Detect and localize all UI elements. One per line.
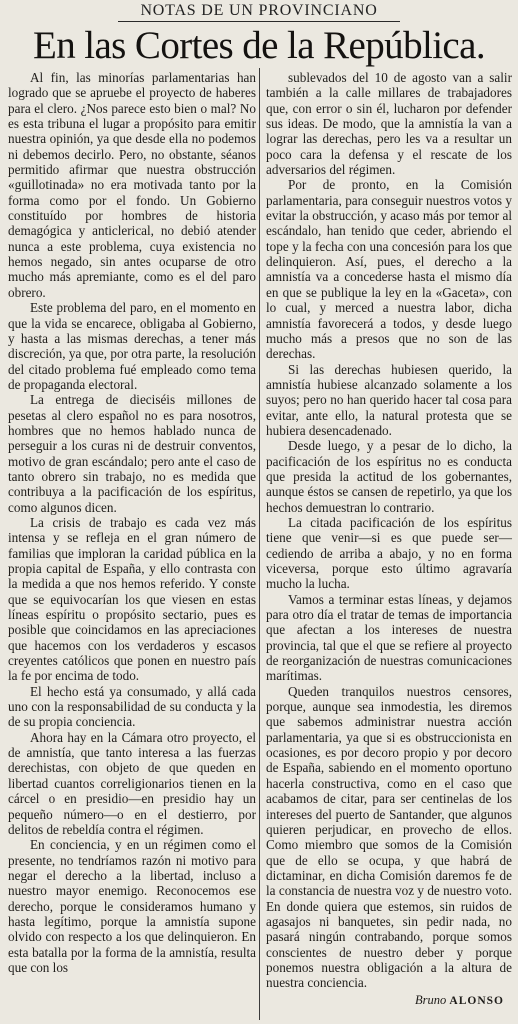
paragraph: Desde luego, y a pesar de lo dicho, la pacificación de los espíritus no es conducta que presida la actitud de los gobernantes, aunque éstos se cansen de repetirlo, ya que los hechos demuestran lo contrario. bbox=[266, 438, 512, 515]
paragraph: El hecho está ya consumado, y allá cada uno con la responsabilidad de su conducta y la de su propia conciencia. bbox=[8, 683, 256, 730]
paragraph: sublevados del 10 de agosto van a salir también a la calle millares de trabajadores que, con error o sin él, lucharon por defender sus ideas. De modo, que la amnistía la van a lograr las derechas, pero les va a resultar un poco cara la defensa y el rescate de los adversarios del régimen. bbox=[266, 70, 512, 178]
author-last-name: ALONSO bbox=[449, 994, 504, 1007]
headline: En las Cortes de la República. bbox=[32, 24, 486, 67]
column-right bbox=[266, 70, 512, 1009]
paragraph: Por de pronto, en la Comisión parlamentaria, para conseguir nuestros votos y evitar la obstrucción, y acaso más por temor al escándalo, han tenido que ceder, abriendo el tope y la fecha con una concesión para los que delinquieron. Así, pues, el derecho a la amnistía va a concederse hasta el mismo día en que se publique la ley en la «Gaceta», con lo cual, y merced a nuestra labor, dicha amnistía favorecerá a todos, y desde luego mucho más a presos que no son de las derechas. bbox=[266, 177, 512, 362]
paragraph: La citada pacificación de los espíritus tiene que venir—si es que puede ser—cediendo de arriba a abajo, y no en forma viceversa, porque esto último agravaría mucho la lucha. bbox=[266, 514, 512, 592]
paragraph: La crisis de trabajo es cada vez más intensa y se refleja en el gran número de familias que imploran la caridad pública en la propia capital de España, y ello contrasta con la medida a que nos hemos referido. Y conste que se equivocarían los que viesen en estas líneas espíritu o propósito sectario, pues es posible que coincidamos en las apreciaciones que hacemos con los verdaderos y escasos creyentes católicos que ponen en nuestro país la fe por encima de todo. bbox=[8, 514, 256, 684]
section-kicker: NOTAS DE UN PROVINCIANO bbox=[140, 2, 378, 19]
paragraph: Ahora hay en la Cámara otro proyecto, el de amnistía, que tanto interesa a las fuerzas derechistas, con objeto de que queden en libertad cuantos correligionarios tienen en la cárcel o en presidio—en presidio hay un pequeño número—o en el destierro, por delitos de rebeldía contra el régimen. bbox=[8, 729, 256, 837]
paragraph: Queden tranquilos nuestros censores, porque, aunque sea inmodestia, les diremos que sabemos administrar nuestra acción parlamentaria, ya que si es obstruccionista en ocasiones, es por decoro propio y por decoro de España, sabiendo en el momento oportuno hacerla constructiva, como en el caso que acabamos de citar, para ser centinelas de los intereses del puerto de Santander, que algunos quieren perjudicar, en provecho de ellos. Como miembro que somos de la Comisión que de ello se ocupa, y que habrá de dictaminar, en dicha Comisión daremos fe de la constancia de nuestra voz y de nuestro voto. En donde quiera que estemos, sin ruidos de agasajos ni banquetes, sin pedir nada, no pasará ningún contrabando, porque somos conscientes de nuestro deber y porque ponemos nuestra obligación a la altura de nuestra conciencia. bbox=[266, 683, 512, 991]
paragraph: Este problema del paro, en el momento en que la vida se encarece, obligaba al Gobierno, y hasta a las mismas derechas, a tener más discreción, ya que, por otra parte, la resolución del citado problema fué empleado como tema de propaganda electoral. bbox=[8, 300, 256, 392]
author-first-name: Bruno bbox=[415, 992, 447, 1007]
author-signature bbox=[266, 993, 512, 1009]
column-divider bbox=[259, 68, 260, 1020]
column-left bbox=[8, 70, 256, 975]
paragraph: La entrega de dieciséis millones de pesetas al clero español no es para nosotros, hombres que no hemos hablado nunca de perseguir a los curas ni de destruir conventos, motivo de gran escándalo; pero ante el caso de tanto obrero sin trabajo, no es medida que contribuya a la pacificación de los espíritus, como algunos dicen. bbox=[8, 392, 256, 515]
paragraph: Si las derechas hubiesen querido, la amnistía hubiese alcanzado solamente a los suyos; pero no han querido hacer tal cosa para evitar, ante ello, la natural protesta que se hubiera desencadenado. bbox=[266, 361, 512, 438]
kicker-rule bbox=[118, 21, 400, 22]
paragraph: En conciencia, y en un régimen como el presente, no tendríamos razón ni motivo para negar el derecho a la libertad, incluso a nuestro mayor enemigo. Reconocemos ese derecho, porque le consideramos humano y hasta legítimo, porque la amnistía supone olvido con respecto a los que delinquieron. En esta batalla por la forma de la amnistía, resulta que con los bbox=[8, 837, 256, 975]
paragraph: Vamos a terminar estas líneas, y dejamos para otro día el tratar de temas de importancia que afectan a los intereses de nuestra provincia, tal que el que se refiere al proyecto de reorganización de nuestras comunicaciones marítimas. bbox=[266, 591, 512, 684]
paragraph: Al fin, las minorías parlamentarias han logrado que se apruebe el proyecto de haberes para el clero. ¿Nos parece esto bien o mal? No es esta tribuna el lugar a propósito para emitir nuestra opinión, ya que desde ella no podemos ni debemos decirlo. Pero, no obstante, séanos permitido afirmar que nuestra obstrucción «guillotinada» no era motivada tanto por la forma como por el fondo. Un Gobierno constituído por hombres de historia demagógica y anticlerical, no debió atender nunca a este problema, cuya existencia no hemos negado, sin antes ocuparse de otro mucho más apremiante, como es el del paro obrero. bbox=[8, 70, 256, 300]
